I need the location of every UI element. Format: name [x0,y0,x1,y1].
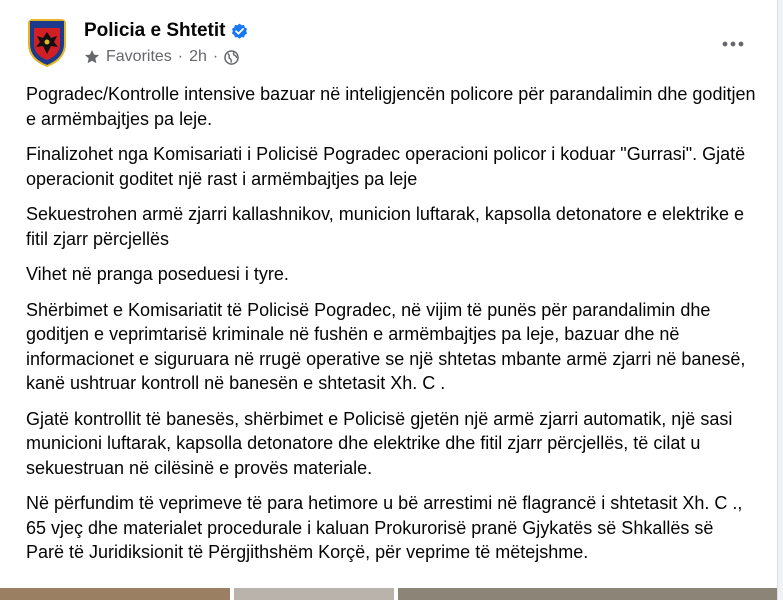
star-icon [84,49,100,65]
author-line [84,20,248,42]
post-text [26,82,756,576]
page-avatar[interactable] [20,14,74,68]
more-horizontal-icon [722,41,744,47]
author-name[interactable]: Policia e Shtetit [84,20,226,41]
meta-separator: · [212,48,219,65]
post-paragraph: Pogradec/Kontrolle intensive bazuar në inteligjencën policore për parandalimin dhe goditjen e armëmbajtjes pa leje. [26,84,756,129]
photo-thumbnail[interactable] [0,588,230,600]
post-paragraph: Sekuestrohen armë zjarri kallashnikov, municion luftarak, kapsolla detonatore e elektrike e fitil zjarr përcjellës [26,204,745,249]
globe-icon[interactable] [224,50,239,65]
post-photo-preview[interactable] [0,588,778,600]
post-paragraph: Gjatë kontrollit të banesës, shërbimet e Policisë gjetën një armë zjarri automatik, një sasi municioni luftarak, kapsolla detonatore dhe elektrike dhe fitil zjarr përcjellës, të cilat u sekuestruan në cilësinë e provës materiale. [26,408,733,478]
police-badge-icon [20,14,74,68]
verified-badge-icon [231,23,248,40]
post-meta [84,48,239,66]
post-paragraph: Finalizohet nga Komisariati i Policisë Pogradec operacioni policor i koduar "Gurrasi". Gjatë operacionit goditet një rast i armëmbajtjes pa leje [26,144,746,189]
meta-separator: · [177,48,184,65]
post-paragraph: Shërbimet e Komisariatit të Policisë Pogradec, në vijim të punës për parandalimin dhe goditjen e veprimtarisë kriminale në fushën e armëmbajtjes pa leje, bazuar dhe në informacionet e siguruara në rrugë operative se një shtetas mbante armë zjarri në banesë, kanë ushtruar kontroll në banesën e shtetasit Xh. C . [26,299,746,393]
post-header [20,14,757,74]
post-paragraph: Në përfundim të veprimeve të para hetimore u bë arrestimi në flagrancë i shtetasit Xh. C ., 65 vjeç dhe materialet procedurale i kaluan Prokurorisë pranë Gjykatës së Shkallës së Parë të Juridiksionit të Përgjithshëm Korçë, për veprime të mëtejshme. [26,493,743,562]
post-time[interactable]: 2h [189,48,207,65]
audience-label[interactable]: Favorites [106,48,172,65]
photo-thumbnail[interactable] [234,588,394,600]
more-options-button[interactable] [715,26,751,62]
photo-thumbnail[interactable] [398,588,778,600]
post-paragraph: Vihet në pranga poseduesi i tyre. [26,264,289,284]
